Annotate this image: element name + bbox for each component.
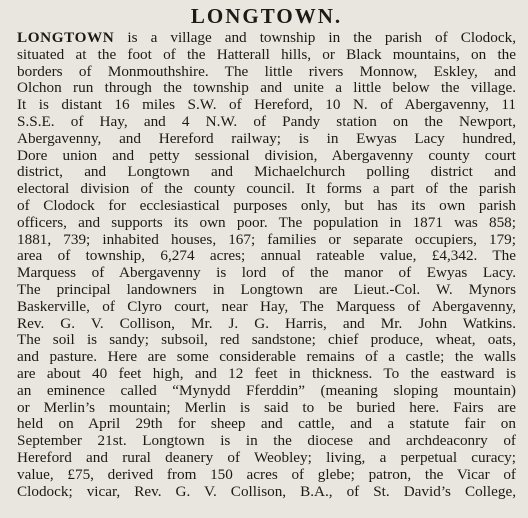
text-line: electoral division of the county council. It forms a part of the parish	[17, 180, 516, 198]
text-line: Marquess of Abergavenny is lord of the manor of Ewyas Lacy.	[17, 264, 516, 282]
text-line: Clodock; vicar, Rev. G. V. Collison, B.A., of St. David’s College,	[17, 482, 516, 500]
text-line: It is distant 16 miles S.W. of Hereford, 10 N. of Abergavenny, 11	[17, 96, 516, 114]
page-title: LONGTOWN.	[190, 4, 343, 28]
text-line: The soil is sandy; subsoil, red sandstone; chief produce, wheat, oats,	[17, 331, 516, 349]
text-line: Rev. G. V. Collison, Mr. J. G. Harris, and Mr. John Watkins.	[17, 314, 516, 332]
text-line: S.S.E. of Hay, and 4 N.W. of Pandy station on the Newport,	[17, 112, 516, 130]
text-line: situated at the foot of the Hatterall hills, or Black mountains, on the	[17, 45, 516, 63]
text-line: district, and Longtown and Michaelchurch polling district and	[17, 163, 516, 181]
text-line: borders of Monmouthshire. The little rivers Monnow, Eskley, and	[17, 62, 516, 80]
text-line: Dore union and petty sessional division, Abergavenny county court	[17, 146, 516, 164]
text-line: 1881, 739; inhabited houses, 167; families or separate occupiers, 179;	[17, 230, 516, 248]
text-line: area of township, 6,274 acres; annual rateable value, £4,342. The	[17, 247, 516, 265]
text-line: held on April 29th for sheep and cattle, and a statute fair on	[17, 415, 516, 433]
lead-word: LONGTOWN	[17, 29, 115, 46]
text-line: September 21st. Longtown is in the diocese and archdeaconry of	[17, 432, 516, 450]
text-line: officers, and supports its own poor. The population in 1871 was 858;	[17, 213, 516, 231]
text-line: Abergavenny, and Hereford railway; is in Ewyas Lacy hundred,	[17, 129, 516, 147]
text-line: Hereford and rural deanery of Weobley; living, a perpetual curacy;	[17, 448, 516, 466]
text-line-content: is a village and township in the parish of Clodock,	[114, 29, 516, 46]
text-line: an eminence called “Mynydd Fferddin” (meaning sloping mountain)	[17, 381, 516, 399]
text-line: Baskerville, of Clyro court, near Hay, The Marquess of Abergavenny,	[17, 297, 516, 315]
text-line: value, £75, derived from 150 acres of glebe; patron, the Vicar of	[17, 465, 516, 483]
text-line: and pasture. Here are some considerable remains of a castle; the walls	[17, 348, 516, 366]
text-line	[17, 30, 516, 47]
text-line: of Clodock for ecclesiastical purposes only, but has its own parish	[17, 196, 516, 214]
text-line: Olchon run through the township and unite a little below the village.	[17, 79, 516, 97]
entry-body	[17, 30, 516, 500]
text-line: are about 40 feet high, and 12 feet in thickness. To the eastward is	[17, 364, 516, 382]
text-line: The principal landowners in Longtown are Lieut.-Col. W. Mynors	[17, 280, 516, 298]
text-line: or Merlin’s mountain; Merlin is said to be buried here. Fairs are	[17, 398, 516, 416]
